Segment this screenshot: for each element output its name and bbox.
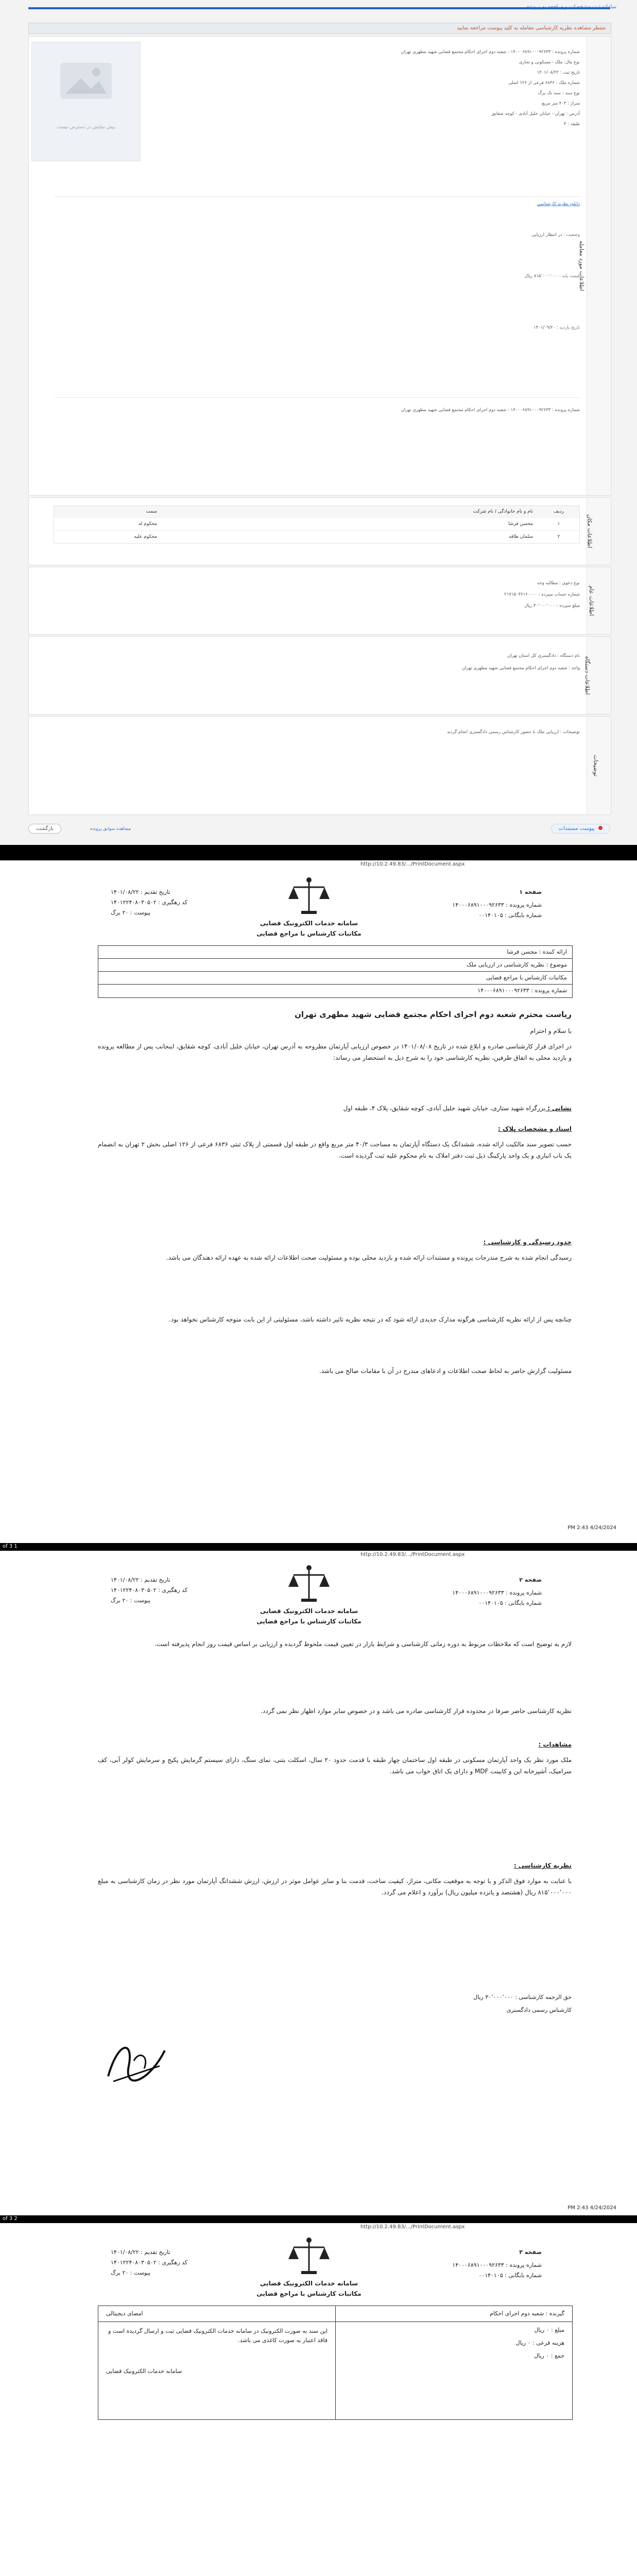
view-history-link[interactable]: مشاهده سوابق پرونده — [90, 826, 131, 832]
section-heading: نظریه کارشناسی : — [513, 1862, 572, 1869]
page-label: صفحه ۱ — [519, 889, 542, 895]
page-url: http://10.2.49.83/.../PrintDocument.aspx — [360, 2224, 465, 2230]
table-header: ردیف نام و نام خانوادگی / نام شرکت سمت — [54, 506, 579, 517]
tracking-code: کد رهگیری : ۱۴۰۱۲۲۴۰۸۰۳۰۵۰۲ — [111, 899, 188, 906]
document-header-table — [98, 945, 573, 998]
download-report-link[interactable]: دانلود نظریه کارشناسی — [537, 201, 580, 207]
paragraph: ملک مورد نظر یک واحد آپارتمان مسکونی در طبقه اول ساختمان چهار طبقه با قدمت حدود ۲۰ سال، اسکلت بتنی، نمای سنگ، دارای سیستم گرمایش پکیج و سرمایش کولر آبی، کف سرامیک، آشپزخانه اپن و کابینت MDF و دارای یک اتاق خواب می باشد. — [98, 1756, 572, 1775]
page-separator: 2 of 3 — [0, 2215, 637, 2223]
archive-number: شماره بایگانی : ۰۰۱۴۰۱۰۵ — [478, 1600, 542, 1606]
base-price-field: قیمت پایه : ۸۱۵٬۰۰۰٬۰۰۰ ریال — [524, 274, 580, 279]
page-label: صفحه ۲ — [519, 1577, 542, 1583]
extra-row: شماره حساب سپرده : ۲۱۷۱۵۰۳۶۱۶۰۰۰۰ — [504, 592, 580, 597]
paragraph: با عنایت به موارد فوق الذکر و با توجه به موقعیت مکانی، متراژ، کیفیت ساخت، قدمت بنا و سایر عوامل موثر در ارزش، ارزش ششدانگ آپارتمان مورد نظر در زمان کارشناسی به مبلغ ۸۱۵٬۰۰۰٬۰۰۰ ریال (هشتصد و پانزده میلیون ریال) برآورد و اعلام می گردد. — [98, 1877, 572, 1896]
back-button[interactable]: بازگشت — [28, 824, 61, 834]
org-field: مکاتبات کارشناس با مراجع قضایی — [486, 974, 567, 981]
system-sub: مکاتبات کارشناس با مراجع قضایی — [256, 2290, 361, 2297]
description-card — [28, 716, 611, 815]
table-row: ۲ سلمان طاقه محکوم علیه — [54, 530, 579, 543]
attachment-count: پیوست : ۲۰ برگ — [111, 909, 151, 916]
address-paragraph: نشانی : بزرگراه شهید ستاری، خیابان شهید خلیل آبادی، کوچه شقایق، پلاک ۴، طبقه اول — [343, 1105, 572, 1112]
archive-number: شماره بایگانی : ۰۰۱۴۰۱۰۵ — [478, 2272, 542, 2279]
paragraph: رسیدگی انجام شده به شرح مندرجات پرونده و مستندات ارائه شده و بازدید محلی بوده و مسئولیت صحت اطلاعات ارائه شده به عهده ارائه دهندگان می باشد. — [166, 1254, 572, 1261]
unit-row: نام دستگاه : دادگستری کل استان تهران — [507, 653, 580, 658]
system-sub: مکاتبات کارشناس با مراجع قضایی — [256, 1618, 361, 1625]
archive-number: شماره بایگانی : ۰۰۱۴۰۱۰۵ — [478, 912, 542, 919]
section-heading: اسناد و مشخصات پلاک : — [497, 1125, 572, 1132]
fee-table — [98, 2306, 573, 2420]
divider — [55, 196, 580, 197]
case-number: شماره پرونده : ۱۴۰۰۰۶۸۹۱۰۰۰۹۲۶۳۳ — [452, 2262, 542, 2268]
case-number: شماره پرونده : ۱۴۰۰۰۶۸۹۱۰۰۰۹۲۶۳۳ — [452, 902, 542, 908]
section-header-parties: اطلاعات مکان — [587, 498, 611, 565]
case-number: شماره پرونده : ۱۴۰۰۰۶۸۹۱۰۰۰۹۲۶۳۳ — [452, 1589, 542, 1596]
visit-date-field: تاریخ بازدید : ۱۴۰۱/۰۹/۲۰ — [533, 325, 580, 330]
sub-fee-field: هزینه فرعی : ۰ ریال — [515, 2340, 564, 2346]
extra-row: مبلغ سپرده : ۳۰٬۰۰۰٬۰۰۰ ریال — [524, 603, 580, 608]
scales-of-justice-icon — [286, 1564, 332, 1605]
section-header-unit: اطلاعات دستگاه — [587, 637, 611, 714]
section-header-desc: توضیحات — [587, 717, 611, 815]
paragraph: مسئولیت گزارش حاضر به لحاظ صحت اطلاعات و ادعاهای مندرج در آن با مقامات صالح می باشد. — [319, 1367, 572, 1375]
page-separator: 1 of 3 — [0, 1543, 637, 1551]
submit-date: تاریخ تقدیم : ۱۴۰۱/۰۸/۲۲ — [111, 2249, 170, 2256]
extra-row: نوع دعوی : مطالبه وجه — [537, 581, 580, 586]
system-name: سامانه خدمات الکترونیک قضایی — [260, 2280, 358, 2287]
description-text: توضیحات : ارزیابی ملک با حضور کارشناس رسمی دادگستری انجام گردید — [446, 730, 580, 735]
recipient-field: گیرنده : شعبه دوم اجرای احکام — [490, 2310, 564, 2317]
case-info-card — [28, 36, 611, 496]
unit-row: واحد : شعبه دوم اجرای احکام مجتمع قضایی شهید مطهری تهران — [462, 666, 580, 671]
scales-of-justice-icon — [286, 2236, 332, 2277]
status-field: وضعیت : در انتظار ارزیابی — [531, 232, 580, 238]
print-timestamp: 4/24/2024 2:43 PM — [567, 1525, 616, 1531]
case-row: متراژ : ۴۰۳ متر مربع — [542, 101, 580, 106]
case-row: طبقه : ۳ — [563, 122, 580, 127]
print-toolbar — [0, 845, 637, 860]
box-sign: سامانه خدمات الکترونیک قضایی — [106, 2368, 182, 2375]
case-row: نوع مال: ملک - مسکونی و تجاری — [519, 60, 580, 65]
letter-title: ریاست محترم شعبه دوم اجرای احکام مجتمع قضایی شهید مطهری تهران — [295, 1010, 572, 1019]
image-placeholder-icon — [32, 42, 140, 125]
page-label: صفحه ۳ — [519, 2249, 542, 2256]
document-page-3 — [0, 2223, 637, 2576]
case-field: شماره پرونده : ۱۴۰۰۰۶۸۹۱۰۰۰۹۲۶۳۳ — [477, 987, 567, 994]
scales-of-justice-icon — [286, 876, 332, 917]
total-field: جمع : ۰ ریال — [534, 2352, 564, 2359]
submit-date: تاریخ تقدیم : ۱۴۰۱/۰۸/۲۲ — [111, 1577, 170, 1583]
page-url: http://10.2.49.83/.../PrintDocument.aspx — [360, 1552, 465, 1557]
table-row: ۱ محسن فرشا محکوم له — [54, 517, 579, 530]
subject-field: موضوع : نظریه کارشناسی در ارزیابی ملک — [466, 961, 567, 968]
amount-field: مبلغ : ۰ ریال — [534, 2327, 564, 2333]
section-heading: مشاهدات : — [538, 1741, 572, 1748]
extra-info-card — [28, 567, 611, 635]
attachment-count: پیوست : ۲۰ برگ — [111, 2269, 151, 2276]
paragraph: در اجرای قرار کارشناسی صادره و ابلاغ شده در تاریخ ۱۴۰۱/۰۸/۰۸ در خصوص ارزیابی آپارتمان مطروحه به آدرس تهران، خیابان خلیل آبادی، کوچه شقایق، اینجانب پس از مطالعه پرونده و بازدید محلی به اتفاق طرفین، نظریه کارشناسی خود را به شرح ذیل به استحضار می رساند: — [98, 1043, 572, 1061]
print-timestamp: 4/24/2024 2:43 PM — [567, 2205, 616, 2211]
section-header-case: اطلاعات مورد معامله — [587, 37, 611, 495]
document-page-2 — [0, 1551, 637, 2215]
case-row: نوع سند : سند تک برگ — [538, 91, 580, 96]
submit-date: تاریخ تقدیم : ۱۴۰۱/۰۸/۲۲ — [111, 889, 170, 895]
unit-card — [28, 636, 611, 715]
paragraph: چنانچه پس از ارائه نظریه کارشناسی هرگونه مدارک جدیدی ارائه شود که در نتیجه نظریه تاثیر داشته باشد، مسئولیتی از این بابت متوجه کارشناس نخواهد بود. — [169, 1316, 572, 1323]
paragraph: حسب تصویر سند مالکیت ارائه شده، ششدانگ یک دستگاه آپارتمان به مساحت ۴۰/۳ متر مربع واقع در طبقه اول قسمتی از پلاک ثبتی ۶۸۳۶ فرعی از ۱۲۶ اصلی بخش ۲ تهران به انضمام یک باب انباری و یک واحد پارکینگ ذیل ثبت دفتر املاک به نام محکوم علیه ثبت گردیده است. — [98, 1141, 572, 1159]
breadcrumb[interactable]: سامانه ثبت مشخصات و مراجعه به پرونده — [527, 4, 616, 10]
case-row: شماره پرونده : ۱۴۰۰۰۶۸۹۱۰۰۰۹۲۶۳۳ - شعبه دوم اجرای احکام مجتمع قضایی شهید مطهری تهران — [401, 49, 580, 55]
top-accent-bar — [28, 7, 610, 9]
divider — [55, 397, 580, 398]
greeting: با سلام و احترام — [530, 1027, 572, 1035]
parties-card — [28, 497, 611, 565]
tracking-code: کد رهگیری : ۱۴۰۱۲۲۴۰۸۰۳۰۵۰۲ — [111, 2259, 188, 2266]
expert-title: کارشناس رسمی دادگستری — [506, 2007, 572, 2013]
system-name: سامانه خدمات الکترونیک قضایی — [260, 920, 358, 927]
sender-field: ارائه کننده : محسن فرشا — [507, 948, 567, 955]
fee-field: حق الزحمه کارشناسی : ۳۰٬۰۰۰٬۰۰۰ ریال — [473, 1994, 572, 2001]
action-bar — [28, 822, 610, 837]
case-row: شماره ملک : ۶۸۳۶ فرعی از ۱۲۶ اصلی — [508, 80, 580, 86]
alert-text: منتظر مشاهده نظریه کارشناسی معامله به کلید پیوست مراجعه نمایید — [457, 25, 606, 31]
attachments-button[interactable]: پیوست مستندات — [551, 824, 610, 834]
page-url: http://10.2.49.83/.../PrintDocument.aspx — [360, 861, 465, 867]
tracking-code: کد رهگیری : ۱۴۰۱۲۲۴۰۸۰۳۰۵۰۲ — [111, 1587, 188, 1594]
case-row: آدرس : تهران - خیابان خلیل آبادی - کوچه شقایق — [491, 111, 580, 116]
system-name: سامانه خدمات الکترونیک قضایی — [260, 1607, 358, 1615]
paragraph: لازم به توضیح است که ملاحظات مربوط به دوره زمانی کارشناسی و شرایط بازار در تعیین قیمت ملحوظ گردیده و ارزیابی بر اساس قیمت روز انجام پذیرفته است. — [154, 1640, 572, 1648]
attachment-count: پیوست : ۲۰ برگ — [111, 1597, 151, 1604]
section-header-extra: اطلاعات عام — [587, 567, 611, 634]
notification-dot-icon — [598, 826, 602, 830]
box-title: امضای دیجیتالی — [106, 2310, 143, 2317]
box-text: این سند به صورت الکترونیک در سامانه خدمات الکترونیک قضایی ثبت و ارسال گردیده است و فاقد اعتبار به صورت کاغذی می باشد. — [108, 2328, 328, 2344]
document-page-1 — [0, 860, 637, 1543]
system-sub: مکاتبات کارشناس با مراجع قضایی — [256, 930, 361, 937]
alert-bar — [28, 23, 611, 34]
case-row-summary: شماره پرونده : ۱۴۰۰۰۶۸۹۱۰۰۰۹۲۶۳۳ - شعبه دوم اجرای احکام مجتمع قضایی شهید مطهری تهران — [401, 408, 580, 413]
case-row: تاریخ ثبت : ۱۴۰۱/۰۸/۲۲ — [537, 70, 580, 75]
section-heading: حدود رسیدگی و کارشناسی : — [483, 1239, 572, 1246]
parties-table — [54, 505, 580, 544]
paragraph: نظریه کارشناسی حاضر صرفا در محدوده قرار کارشناسی صادره می باشد و در خصوص سایر موارد اظهار نظر نمی گردد. — [261, 1707, 572, 1715]
property-photo-placeholder: پیش نمایش در دسترس نیست — [31, 42, 141, 161]
signature-icon — [98, 2030, 175, 2092]
